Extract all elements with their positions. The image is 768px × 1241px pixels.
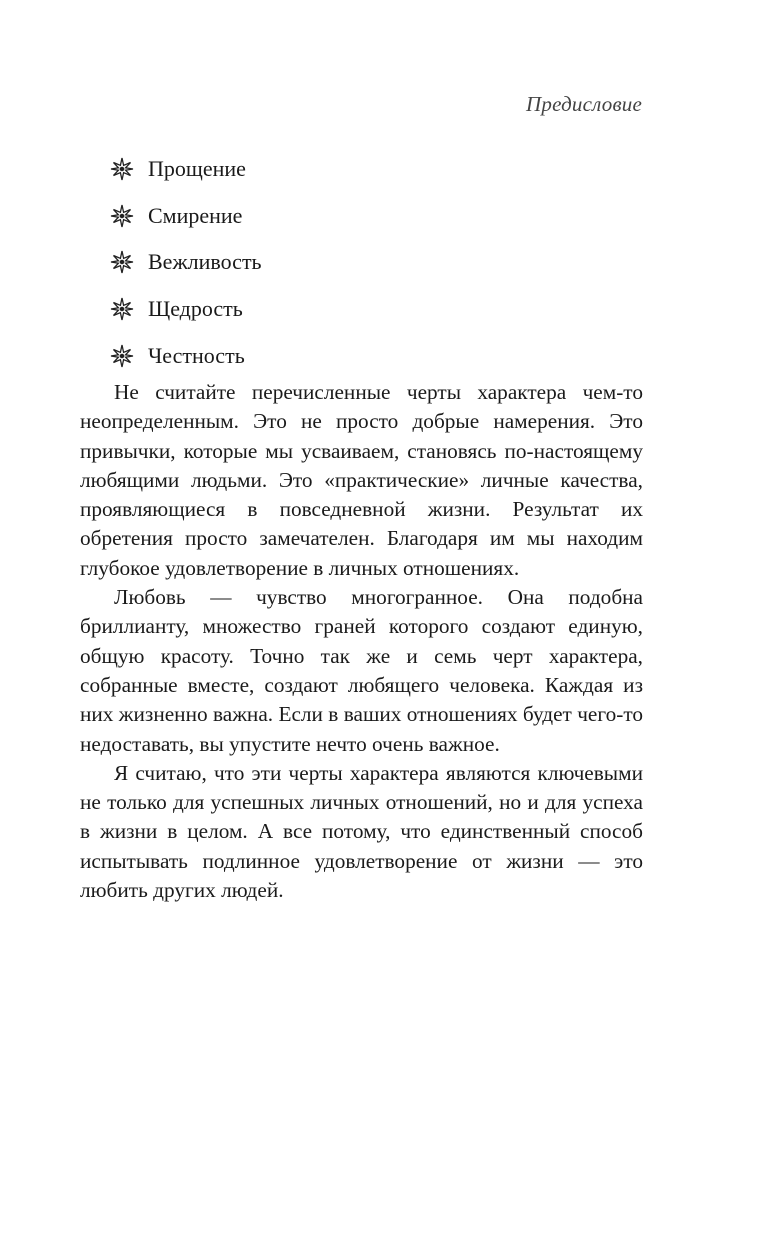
virtue-label: Смирение [148,202,243,228]
list-item [110,239,262,286]
virtue-label: Прощение [148,156,246,182]
virtue-label: Честность [148,342,245,368]
list-item [110,286,262,333]
virtue-list [110,146,262,379]
list-item [110,332,262,379]
list-item [110,146,262,193]
sparkle-star-icon [110,297,134,321]
list-item [110,193,262,240]
virtue-label: Вежливость [148,249,262,275]
paragraph: Не считайте перечисленные черты характера чем-то неопределенным. Это не просто добрые намерения. Это привычки, которые мы усваиваем, становясь по-настоящему любящими людьми. Это «практические» личные качества, проявляющиеся в повседневной жизни. Результат их обретения просто замечателен. Благодаря им мы находим глубокое удовлетворение в личных отношениях. [80,380,643,580]
sparkle-star-icon [110,250,134,274]
sparkle-star-icon [110,204,134,228]
sparkle-star-icon [110,157,134,181]
body-text [80,378,643,905]
virtue-label: Щедрость [148,296,243,322]
paragraph: Любовь — чувство многогранное. Она подобна бриллианту, множество граней которого создают единую, общую красоту. Точно так же и семь черт характера, собранные вместе, создают любящего человека. Каждая из них жизненно важна. Если в ваших отношениях будет чего-то недоставать, вы упустите нечто очень важное. [80,585,643,756]
sparkle-star-icon [110,344,134,368]
paragraph: Я считаю, что эти черты характера являются ключевыми не только для успешных личных отношений, но и для успеха в жизни в целом. А все потому, что единственный способ испытывать подлинное удовлетворение от жизни — это любить других людей. [80,760,643,903]
running-head: Предисловие [526,92,642,116]
